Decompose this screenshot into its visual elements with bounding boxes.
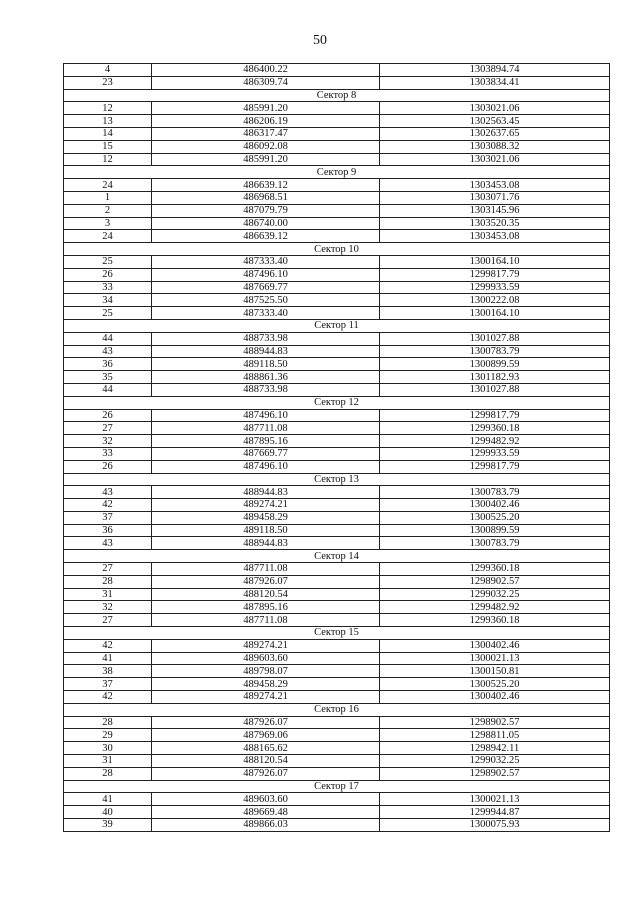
y-coordinate-cell: 1303453.08 xyxy=(380,230,610,243)
x-coordinate-cell: 486740.00 xyxy=(152,217,380,230)
sector-label: Сектор 10 xyxy=(64,243,610,256)
point-number-cell: 41 xyxy=(64,652,152,665)
x-coordinate-cell: 486968.51 xyxy=(152,191,380,204)
table-row xyxy=(64,294,610,307)
table-row xyxy=(64,153,610,166)
x-coordinate-cell: 487496.10 xyxy=(152,268,380,281)
sector-header-row xyxy=(64,703,610,716)
x-coordinate-cell: 489669.48 xyxy=(152,806,380,819)
y-coordinate-cell: 1303894.74 xyxy=(380,64,610,77)
sector-header-row xyxy=(64,473,610,486)
table-row xyxy=(64,204,610,217)
y-coordinate-cell: 1303145.96 xyxy=(380,204,610,217)
sector-label: Сектор 15 xyxy=(64,627,610,640)
y-coordinate-cell: 1302563.45 xyxy=(380,115,610,128)
point-number-cell: 43 xyxy=(64,486,152,499)
x-coordinate-cell: 489798.07 xyxy=(152,665,380,678)
point-number-cell: 31 xyxy=(64,588,152,601)
point-number-cell: 42 xyxy=(64,691,152,704)
x-coordinate-cell: 487895.16 xyxy=(152,601,380,614)
x-coordinate-cell: 487895.16 xyxy=(152,435,380,448)
x-coordinate-cell: 487079.79 xyxy=(152,204,380,217)
y-coordinate-cell: 1300164.10 xyxy=(380,255,610,268)
x-coordinate-cell: 487333.40 xyxy=(152,307,380,320)
table-row xyxy=(64,76,610,89)
table-row xyxy=(64,563,610,576)
point-number-cell: 28 xyxy=(64,575,152,588)
table-row xyxy=(64,460,610,473)
sector-label: Сектор 9 xyxy=(64,166,610,179)
x-coordinate-cell: 487926.07 xyxy=(152,575,380,588)
x-coordinate-cell: 487669.77 xyxy=(152,281,380,294)
y-coordinate-cell: 1300899.59 xyxy=(380,524,610,537)
table-row xyxy=(64,64,610,77)
y-coordinate-cell: 1301182.93 xyxy=(380,371,610,384)
table-row xyxy=(64,793,610,806)
x-coordinate-cell: 489458.29 xyxy=(152,678,380,691)
point-number-cell: 36 xyxy=(64,524,152,537)
point-number-cell: 33 xyxy=(64,447,152,460)
table-row xyxy=(64,358,610,371)
sector-label: Сектор 14 xyxy=(64,550,610,563)
table-row xyxy=(64,435,610,448)
point-number-cell: 44 xyxy=(64,332,152,345)
table-row xyxy=(64,268,610,281)
point-number-cell: 23 xyxy=(64,76,152,89)
point-number-cell: 28 xyxy=(64,767,152,780)
y-coordinate-cell: 1299482.92 xyxy=(380,435,610,448)
point-number-cell: 44 xyxy=(64,383,152,396)
x-coordinate-cell: 489118.50 xyxy=(152,524,380,537)
table-row xyxy=(64,652,610,665)
point-number-cell: 37 xyxy=(64,511,152,524)
table-row xyxy=(64,217,610,230)
y-coordinate-cell: 1299817.79 xyxy=(380,409,610,422)
point-number-cell: 24 xyxy=(64,179,152,192)
point-number-cell: 12 xyxy=(64,153,152,166)
table-row xyxy=(64,281,610,294)
point-number-cell: 32 xyxy=(64,601,152,614)
point-number-cell: 43 xyxy=(64,537,152,550)
table-row xyxy=(64,614,610,627)
sector-label: Сектор 8 xyxy=(64,89,610,102)
y-coordinate-cell: 1298902.57 xyxy=(380,575,610,588)
y-coordinate-cell: 1303021.06 xyxy=(380,102,610,115)
table-row xyxy=(64,588,610,601)
x-coordinate-cell: 486309.74 xyxy=(152,76,380,89)
table-row xyxy=(64,601,610,614)
y-coordinate-cell: 1298811.05 xyxy=(380,729,610,742)
point-number-cell: 35 xyxy=(64,371,152,384)
y-coordinate-cell: 1299482.92 xyxy=(380,601,610,614)
point-number-cell: 14 xyxy=(64,127,152,140)
x-coordinate-cell: 487496.10 xyxy=(152,460,380,473)
x-coordinate-cell: 486092.08 xyxy=(152,140,380,153)
y-coordinate-cell: 1300021.13 xyxy=(380,652,610,665)
x-coordinate-cell: 489603.60 xyxy=(152,652,380,665)
point-number-cell: 26 xyxy=(64,409,152,422)
sector-header-row xyxy=(64,396,610,409)
sector-header-row xyxy=(64,319,610,332)
table-row xyxy=(64,383,610,396)
sector-header-row xyxy=(64,550,610,563)
point-number-cell: 13 xyxy=(64,115,152,128)
point-number-cell: 36 xyxy=(64,358,152,371)
x-coordinate-cell: 485991.20 xyxy=(152,102,380,115)
table-row xyxy=(64,332,610,345)
x-coordinate-cell: 485991.20 xyxy=(152,153,380,166)
table-row xyxy=(64,639,610,652)
sector-label: Сектор 17 xyxy=(64,780,610,793)
x-coordinate-cell: 487969.06 xyxy=(152,729,380,742)
y-coordinate-cell: 1300402.46 xyxy=(380,499,610,512)
point-number-cell: 12 xyxy=(64,102,152,115)
x-coordinate-cell: 488944.83 xyxy=(152,486,380,499)
table-row xyxy=(64,755,610,768)
table-row xyxy=(64,345,610,358)
table-row xyxy=(64,102,610,115)
y-coordinate-cell: 1298942.11 xyxy=(380,742,610,755)
x-coordinate-cell: 487711.08 xyxy=(152,563,380,576)
table-row xyxy=(64,179,610,192)
table-row xyxy=(64,665,610,678)
x-coordinate-cell: 489274.21 xyxy=(152,499,380,512)
x-coordinate-cell: 487496.10 xyxy=(152,409,380,422)
point-number-cell: 25 xyxy=(64,307,152,320)
table-row xyxy=(64,486,610,499)
y-coordinate-cell: 1303453.08 xyxy=(380,179,610,192)
y-coordinate-cell: 1300783.79 xyxy=(380,537,610,550)
x-coordinate-cell: 487333.40 xyxy=(152,255,380,268)
point-number-cell: 27 xyxy=(64,563,152,576)
y-coordinate-cell: 1300783.79 xyxy=(380,486,610,499)
x-coordinate-cell: 489118.50 xyxy=(152,358,380,371)
point-number-cell: 2 xyxy=(64,204,152,217)
sector-header-row xyxy=(64,89,610,102)
point-number-cell: 27 xyxy=(64,614,152,627)
y-coordinate-cell: 1299360.18 xyxy=(380,614,610,627)
x-coordinate-cell: 489603.60 xyxy=(152,793,380,806)
y-coordinate-cell: 1301027.88 xyxy=(380,383,610,396)
y-coordinate-cell: 1299360.18 xyxy=(380,563,610,576)
y-coordinate-cell: 1300021.13 xyxy=(380,793,610,806)
table-row xyxy=(64,115,610,128)
sector-label: Сектор 16 xyxy=(64,703,610,716)
point-number-cell: 27 xyxy=(64,422,152,435)
y-coordinate-cell: 1299032.25 xyxy=(380,755,610,768)
y-coordinate-cell: 1300525.20 xyxy=(380,678,610,691)
x-coordinate-cell: 486639.12 xyxy=(152,230,380,243)
point-number-cell: 26 xyxy=(64,268,152,281)
table-row xyxy=(64,371,610,384)
x-coordinate-cell: 488944.83 xyxy=(152,537,380,550)
table-row xyxy=(64,691,610,704)
x-coordinate-cell: 487926.07 xyxy=(152,767,380,780)
table-row xyxy=(64,524,610,537)
table-row xyxy=(64,575,610,588)
x-coordinate-cell: 488120.54 xyxy=(152,588,380,601)
table-row xyxy=(64,409,610,422)
table-row xyxy=(64,767,610,780)
point-number-cell: 37 xyxy=(64,678,152,691)
y-coordinate-cell: 1300402.46 xyxy=(380,639,610,652)
x-coordinate-cell: 488861.36 xyxy=(152,371,380,384)
y-coordinate-cell: 1298902.57 xyxy=(380,767,610,780)
x-coordinate-cell: 487525.50 xyxy=(152,294,380,307)
x-coordinate-cell: 486206.19 xyxy=(152,115,380,128)
table-row xyxy=(64,140,610,153)
y-coordinate-cell: 1299944.87 xyxy=(380,806,610,819)
y-coordinate-cell: 1302637.65 xyxy=(380,127,610,140)
point-number-cell: 26 xyxy=(64,460,152,473)
table-row xyxy=(64,255,610,268)
page-number: 50 xyxy=(313,33,327,48)
sector-header-row xyxy=(64,166,610,179)
point-number-cell: 4 xyxy=(64,64,152,77)
sector-header-row xyxy=(64,243,610,256)
x-coordinate-cell: 487926.07 xyxy=(152,716,380,729)
point-number-cell: 25 xyxy=(64,255,152,268)
point-number-cell: 28 xyxy=(64,716,152,729)
y-coordinate-cell: 1303021.06 xyxy=(380,153,610,166)
point-number-cell: 31 xyxy=(64,755,152,768)
coordinates-table xyxy=(63,63,610,832)
table-row xyxy=(64,806,610,819)
point-number-cell: 39 xyxy=(64,819,152,832)
table-row xyxy=(64,191,610,204)
y-coordinate-cell: 1299933.59 xyxy=(380,281,610,294)
table-row xyxy=(64,127,610,140)
y-coordinate-cell: 1300164.10 xyxy=(380,307,610,320)
y-coordinate-cell: 1300222.08 xyxy=(380,294,610,307)
y-coordinate-cell: 1300150.81 xyxy=(380,665,610,678)
point-number-cell: 3 xyxy=(64,217,152,230)
table-row xyxy=(64,422,610,435)
table-row xyxy=(64,307,610,320)
x-coordinate-cell: 488733.98 xyxy=(152,332,380,345)
sector-label: Сектор 11 xyxy=(64,319,610,332)
point-number-cell: 43 xyxy=(64,345,152,358)
table-row xyxy=(64,729,610,742)
y-coordinate-cell: 1298902.57 xyxy=(380,716,610,729)
point-number-cell: 32 xyxy=(64,435,152,448)
point-number-cell: 30 xyxy=(64,742,152,755)
x-coordinate-cell: 486317.47 xyxy=(152,127,380,140)
coordinates-table-body xyxy=(64,64,610,832)
table-row xyxy=(64,447,610,460)
point-number-cell: 41 xyxy=(64,793,152,806)
y-coordinate-cell: 1300402.46 xyxy=(380,691,610,704)
sector-header-row xyxy=(64,780,610,793)
x-coordinate-cell: 489458.29 xyxy=(152,511,380,524)
y-coordinate-cell: 1303520.35 xyxy=(380,217,610,230)
table-row xyxy=(64,499,610,512)
x-coordinate-cell: 488165.62 xyxy=(152,742,380,755)
table-row xyxy=(64,511,610,524)
point-number-cell: 33 xyxy=(64,281,152,294)
point-number-cell: 42 xyxy=(64,499,152,512)
point-number-cell: 42 xyxy=(64,639,152,652)
x-coordinate-cell: 488733.98 xyxy=(152,383,380,396)
sector-header-row xyxy=(64,627,610,640)
y-coordinate-cell: 1299817.79 xyxy=(380,460,610,473)
x-coordinate-cell: 486400.22 xyxy=(152,64,380,77)
table-row xyxy=(64,742,610,755)
point-number-cell: 24 xyxy=(64,230,152,243)
y-coordinate-cell: 1301027.88 xyxy=(380,332,610,345)
y-coordinate-cell: 1300075.93 xyxy=(380,819,610,832)
x-coordinate-cell: 487711.08 xyxy=(152,422,380,435)
y-coordinate-cell: 1299360.18 xyxy=(380,422,610,435)
y-coordinate-cell: 1303088.32 xyxy=(380,140,610,153)
sector-label: Сектор 12 xyxy=(64,396,610,409)
y-coordinate-cell: 1303071.76 xyxy=(380,191,610,204)
table-row xyxy=(64,819,610,832)
x-coordinate-cell: 489274.21 xyxy=(152,691,380,704)
point-number-cell: 29 xyxy=(64,729,152,742)
y-coordinate-cell: 1299032.25 xyxy=(380,588,610,601)
table-row xyxy=(64,678,610,691)
y-coordinate-cell: 1303834.41 xyxy=(380,76,610,89)
x-coordinate-cell: 487669.77 xyxy=(152,447,380,460)
point-number-cell: 40 xyxy=(64,806,152,819)
y-coordinate-cell: 1299817.79 xyxy=(380,268,610,281)
y-coordinate-cell: 1300783.79 xyxy=(380,345,610,358)
y-coordinate-cell: 1300525.20 xyxy=(380,511,610,524)
table-row xyxy=(64,537,610,550)
point-number-cell: 38 xyxy=(64,665,152,678)
y-coordinate-cell: 1299933.59 xyxy=(380,447,610,460)
x-coordinate-cell: 488120.54 xyxy=(152,755,380,768)
table-row xyxy=(64,716,610,729)
y-coordinate-cell: 1300899.59 xyxy=(380,358,610,371)
x-coordinate-cell: 486639.12 xyxy=(152,179,380,192)
point-number-cell: 1 xyxy=(64,191,152,204)
table-row xyxy=(64,230,610,243)
sector-label: Сектор 13 xyxy=(64,473,610,486)
x-coordinate-cell: 489866.03 xyxy=(152,819,380,832)
x-coordinate-cell: 489274.21 xyxy=(152,639,380,652)
x-coordinate-cell: 488944.83 xyxy=(152,345,380,358)
point-number-cell: 34 xyxy=(64,294,152,307)
x-coordinate-cell: 487711.08 xyxy=(152,614,380,627)
point-number-cell: 15 xyxy=(64,140,152,153)
